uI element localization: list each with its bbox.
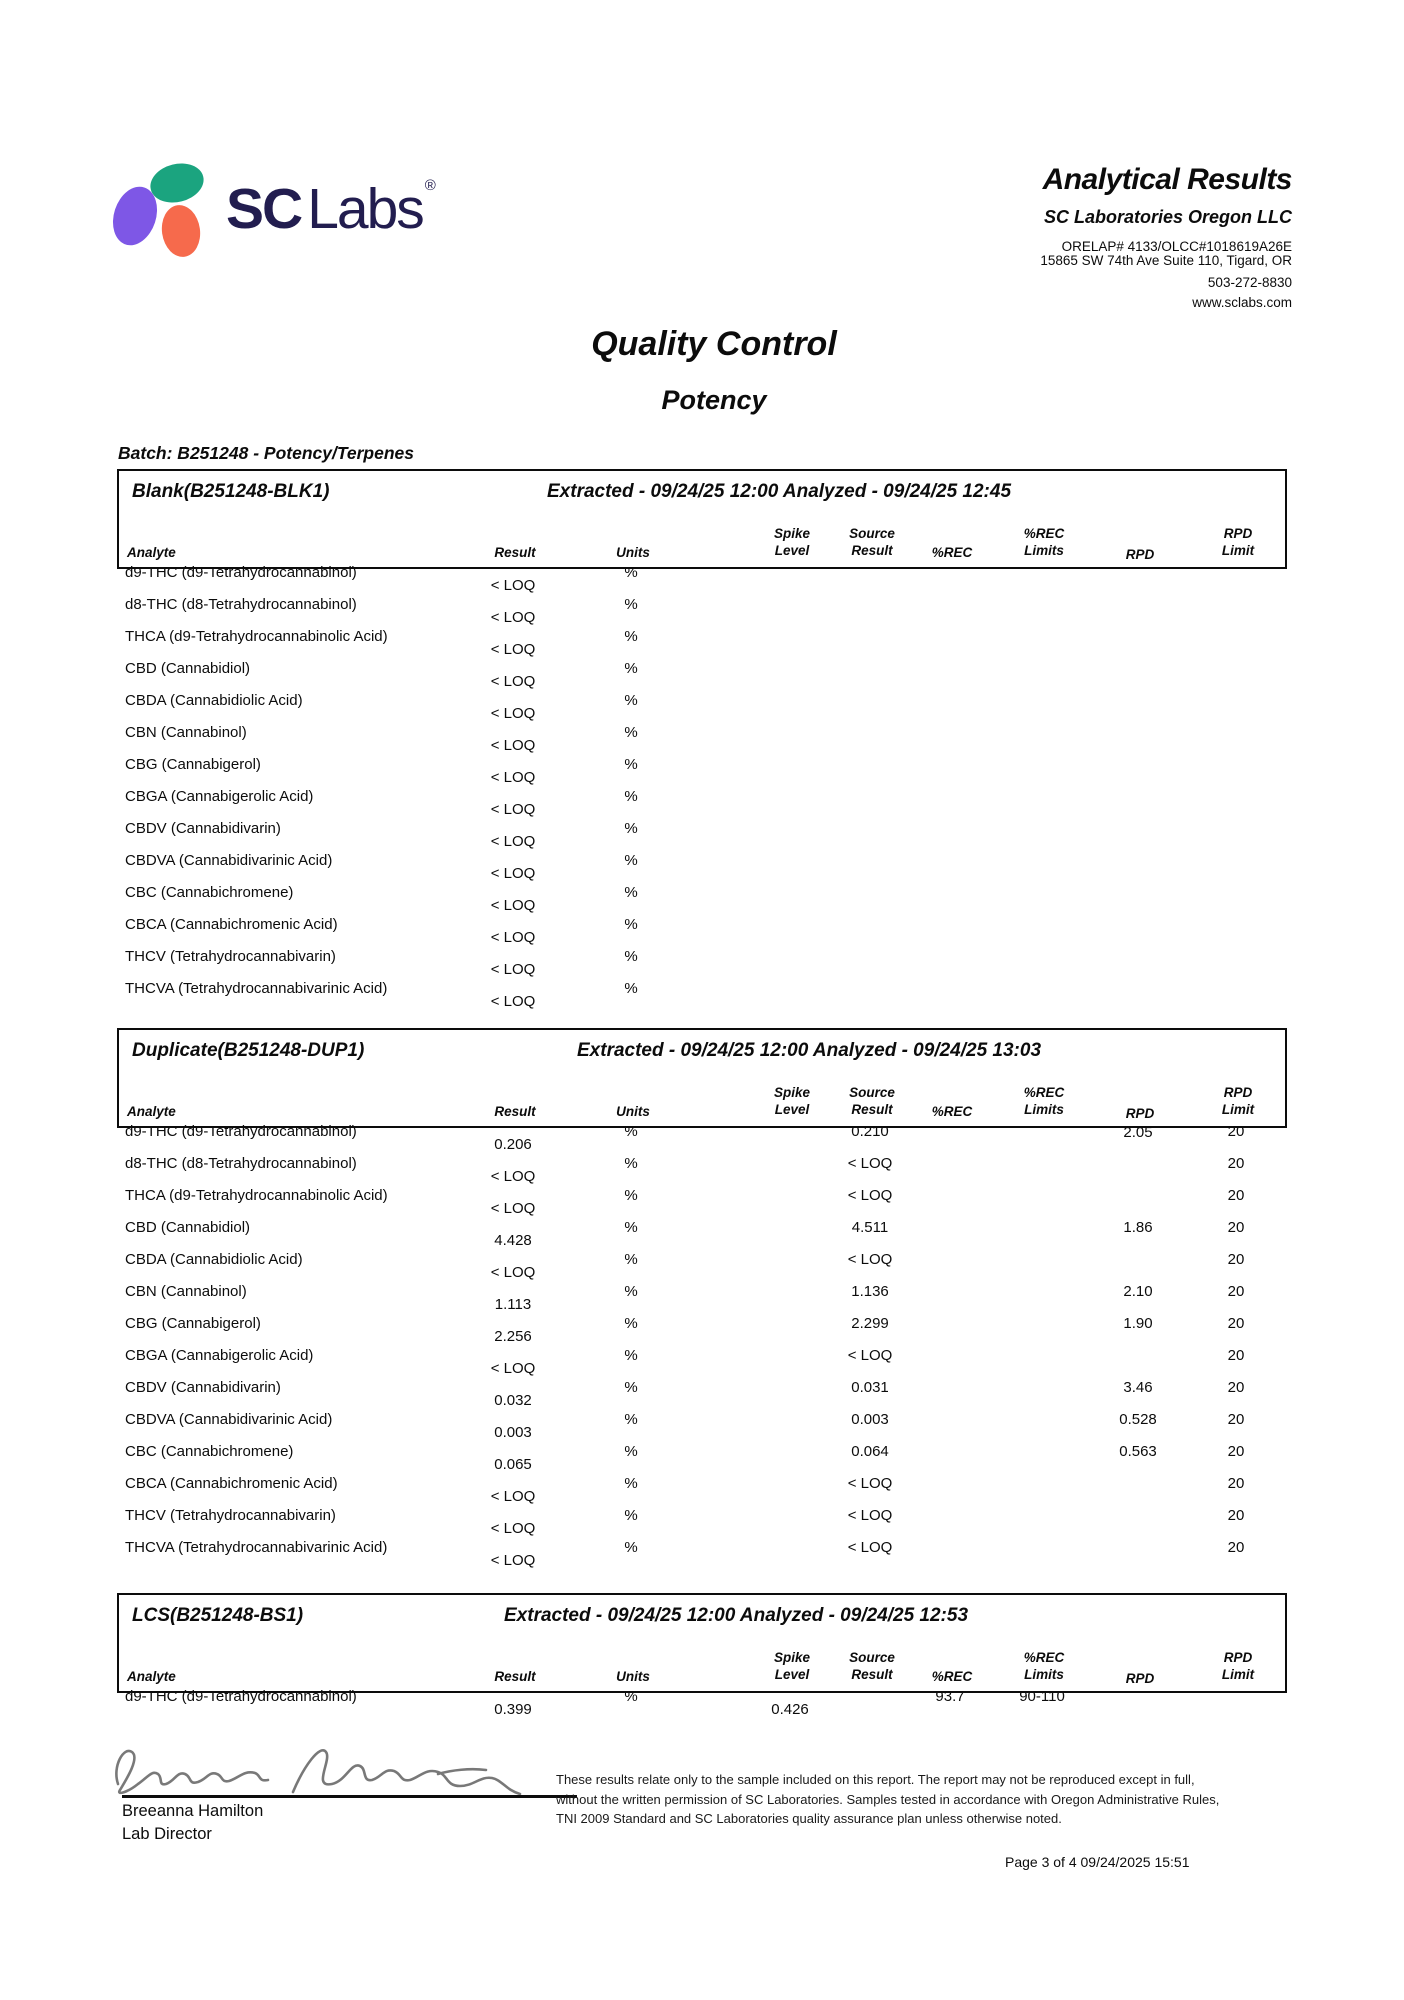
cell-rpd-limit: 20 — [1227, 1475, 1245, 1492]
cell-analyte: CBDVA (Cannabidivarinic Acid) — [125, 852, 333, 869]
report-title: Analytical Results — [1042, 163, 1292, 196]
cell-result: < LOQ — [490, 1488, 536, 1505]
cell-result: 4.428 — [494, 1232, 532, 1249]
lab-info-block — [700, 163, 1292, 310]
lab-address: 15865 SW 74th Ave Suite 110, Tigard, OR — [1040, 253, 1292, 268]
table-row — [117, 1475, 1287, 1507]
cell-rpd: 1.86 — [1123, 1219, 1153, 1236]
col-header-rpd-limit: RPD Limit — [1221, 1085, 1255, 1117]
qc-table-duplicate — [117, 1028, 1287, 1578]
cell-result: 0.003 — [494, 1424, 532, 1441]
table-row — [117, 596, 1287, 628]
cell-analyte: THCV (Tetrahydrocannabivarin) — [125, 1507, 336, 1524]
qc-extract-analyze-times: Extracted - 09/24/25 12:00 Analyzed - 09/24/25 12:45 — [547, 481, 1012, 502]
col-header-rec: %REC — [931, 1104, 973, 1119]
cell-source: < LOQ — [847, 1347, 893, 1364]
registered-mark: ® — [424, 177, 436, 194]
col-header-rec-limits: %REC Limits — [1023, 1085, 1065, 1117]
cell-source: < LOQ — [847, 1539, 893, 1556]
cell-result: 0.206 — [494, 1136, 532, 1153]
sc-labs-logo — [112, 160, 532, 265]
col-header-rpd-limit: RPD Limit — [1221, 526, 1255, 558]
table-row — [117, 980, 1287, 1012]
cell-result: < LOQ — [490, 961, 536, 978]
table-row — [117, 1187, 1287, 1219]
cell-analyte: THCVA (Tetrahydrocannabivarinic Acid) — [125, 1539, 388, 1556]
table-row — [117, 1123, 1287, 1155]
cell-units: % — [624, 596, 638, 613]
cell-result: < LOQ — [490, 609, 536, 626]
cell-units: % — [624, 1539, 638, 1556]
cell-result: 1.113 — [494, 1296, 532, 1313]
cell-result: < LOQ — [490, 737, 536, 754]
cell-result: < LOQ — [490, 801, 536, 818]
cell-source: 1.136 — [851, 1283, 889, 1300]
cell-result: < LOQ — [490, 833, 536, 850]
cell-source: 2.299 — [851, 1315, 889, 1332]
cell-units: % — [624, 1123, 638, 1140]
cell-spike: 0.426 — [771, 1701, 809, 1718]
qc-table-blank — [117, 469, 1287, 1019]
qc-table-lcs — [117, 1593, 1287, 1728]
signer-role: Lab Director — [122, 1825, 212, 1843]
cell-units: % — [624, 1187, 638, 1204]
cell-rpd-limit: 20 — [1227, 1187, 1245, 1204]
col-header-result: Result — [494, 1669, 536, 1684]
cell-analyte: THCV (Tetrahydrocannabivarin) — [125, 948, 336, 965]
cell-rpd-limit: 20 — [1227, 1283, 1245, 1300]
table-row — [117, 1379, 1287, 1411]
cell-analyte: CBGA (Cannabigerolic Acid) — [125, 788, 314, 805]
cell-analyte: CBDVA (Cannabidivarinic Acid) — [125, 1411, 333, 1428]
cell-rpd: 0.528 — [1119, 1411, 1157, 1428]
cell-units: % — [624, 724, 638, 741]
table-row — [117, 564, 1287, 596]
col-header-rpd: RPD — [1125, 547, 1155, 562]
cell-analyte: CBD (Cannabidiol) — [125, 1219, 251, 1236]
cell-rpd-limit: 20 — [1227, 1251, 1245, 1268]
cell-units: % — [624, 1475, 638, 1492]
qc-sample-name: LCS(B251248-BS1) — [132, 1605, 304, 1626]
cell-rpd: 0.563 — [1119, 1443, 1157, 1460]
table-row — [117, 628, 1287, 660]
cell-result: < LOQ — [490, 1360, 536, 1377]
logo-blob-orange-icon — [159, 203, 204, 260]
cell-analyte: CBC (Cannabichromene) — [125, 884, 294, 901]
cell-rpd-limit: 20 — [1227, 1219, 1245, 1236]
cell-rpd-limit: 20 — [1227, 1315, 1245, 1332]
cell-analyte: CBDV (Cannabidivarin) — [125, 820, 281, 837]
cell-analyte: d9-THC (d9-Tetrahydrocannabinol) — [125, 1123, 357, 1140]
table-row — [117, 1443, 1287, 1475]
cell-source: 0.210 — [851, 1123, 889, 1140]
cell-result: 0.065 — [494, 1456, 532, 1473]
cell-source: < LOQ — [847, 1507, 893, 1524]
cell-source: 0.003 — [851, 1411, 889, 1428]
cell-units: % — [624, 1443, 638, 1460]
col-header-result: Result — [494, 1104, 536, 1119]
table-row — [117, 1539, 1287, 1571]
cell-result: < LOQ — [490, 1168, 536, 1185]
col-header-analyte: Analyte — [127, 545, 176, 560]
cell-units: % — [624, 660, 638, 677]
col-header-rpd: RPD — [1125, 1106, 1155, 1121]
qc-sample-name: Duplicate(B251248-DUP1) — [132, 1040, 365, 1061]
col-header-rec: %REC — [931, 545, 973, 560]
cell-source: < LOQ — [847, 1155, 893, 1172]
qc-table-lcs-header-box — [117, 1593, 1287, 1693]
cell-analyte: THCVA (Tetrahydrocannabivarinic Acid) — [125, 980, 388, 997]
cell-rpd-limit: 20 — [1227, 1379, 1245, 1396]
cell-units: % — [624, 980, 638, 997]
table-row — [117, 1347, 1287, 1379]
cell-rpd: 1.90 — [1123, 1315, 1153, 1332]
table-row — [117, 1507, 1287, 1539]
table-row — [117, 692, 1287, 724]
cell-units: % — [624, 1507, 638, 1524]
cell-units: % — [624, 628, 638, 645]
qc-table-blank-header-box — [117, 469, 1287, 569]
table-row — [117, 948, 1287, 980]
logo-wordmark — [226, 176, 436, 242]
col-header-spike-level: Spike Level — [773, 1650, 811, 1682]
cell-result: < LOQ — [490, 1264, 536, 1281]
cell-units: % — [624, 692, 638, 709]
page-subtitle: Potency — [661, 385, 767, 415]
cell-analyte: CBCA (Cannabichromenic Acid) — [125, 916, 338, 933]
cell-analyte: d8-THC (d8-Tetrahydrocannabinol) — [125, 1155, 357, 1172]
qc-extract-analyze-times: Extracted - 09/24/25 12:00 Analyzed - 09/24/25 12:53 — [504, 1605, 969, 1626]
cell-rpd: 2.05 — [1123, 1124, 1153, 1141]
cell-analyte: CBD (Cannabidiol) — [125, 660, 251, 677]
table-row — [117, 820, 1287, 852]
table-row — [117, 1411, 1287, 1443]
disclaimer-text: These results relate only to the sample included on this report. The report may not be reproduced except in full, without the written permission of SC Laboratories. Samples tested in accordance with Oregon Administrative Rules, TNI 2009 Standard and SC Laboratories quality assurance plan unless otherwise noted. — [556, 1772, 1220, 1826]
table-row — [117, 852, 1287, 884]
col-header-analyte: Analyte — [127, 1104, 176, 1119]
lab-accreditation: ORELAP# 4133/OLCC#1018619A26E — [1061, 239, 1292, 254]
cell-units: % — [624, 1283, 638, 1300]
qc-sample-name: Blank(B251248-BLK1) — [132, 481, 330, 502]
cell-result: 2.256 — [494, 1328, 532, 1345]
cell-rpd: 3.46 — [1123, 1379, 1153, 1396]
cell-rpd-limit: 20 — [1227, 1539, 1245, 1556]
cell-analyte: CBDV (Cannabidivarin) — [125, 1379, 281, 1396]
cell-result: < LOQ — [490, 769, 536, 786]
cell-analyte: CBDA (Cannabidiolic Acid) — [125, 692, 303, 709]
col-header-source-result: Source Result — [849, 1650, 895, 1682]
batch-label: Batch: B251248 - Potency/Terpenes — [118, 443, 414, 463]
cell-units: % — [624, 852, 638, 869]
cell-analyte: d9-THC (d9-Tetrahydrocannabinol) — [125, 1688, 357, 1705]
table-row — [117, 660, 1287, 692]
cell-units: % — [624, 1411, 638, 1428]
cell-rpd-limit: 20 — [1227, 1507, 1245, 1524]
table-row — [117, 1219, 1287, 1251]
table-row — [117, 1283, 1287, 1315]
col-header-units: Units — [616, 545, 650, 560]
table-row — [117, 884, 1287, 916]
table-row — [117, 1155, 1287, 1187]
cell-units: % — [624, 564, 638, 581]
cell-rpd-limit: 20 — [1227, 1123, 1245, 1140]
table-row — [117, 1251, 1287, 1283]
cell-units: % — [624, 1379, 638, 1396]
col-header-units: Units — [616, 1104, 650, 1119]
cell-analyte: CBN (Cannabinol) — [125, 1283, 247, 1300]
table-row — [117, 1315, 1287, 1347]
cell-units: % — [624, 788, 638, 805]
cell-analyte: d9-THC (d9-Tetrahydrocannabinol) — [125, 564, 357, 581]
cell-result: < LOQ — [490, 897, 536, 914]
cell-source: 4.511 — [851, 1219, 889, 1236]
cell-rpd-limit: 20 — [1227, 1347, 1245, 1364]
cell-analyte: CBG (Cannabigerol) — [125, 756, 261, 773]
cell-result: < LOQ — [490, 865, 536, 882]
lab-phone: 503-272-8830 — [1207, 275, 1292, 290]
cell-analyte: CBG (Cannabigerol) — [125, 1315, 261, 1332]
col-header-rpd: RPD — [1125, 1671, 1155, 1686]
cell-units: % — [624, 820, 638, 837]
cell-units: % — [624, 756, 638, 773]
qc-table-lcs-rows — [117, 1688, 1287, 1720]
cell-source: < LOQ — [847, 1475, 893, 1492]
col-header-rec-limits: %REC Limits — [1023, 1650, 1065, 1682]
cell-units: % — [624, 1347, 638, 1364]
cell-result: 0.032 — [494, 1392, 532, 1409]
col-header-units: Units — [616, 1669, 650, 1684]
col-header-rec: %REC — [931, 1669, 973, 1684]
cell-analyte: CBDA (Cannabidiolic Acid) — [125, 1251, 303, 1268]
cell-analyte: CBGA (Cannabigerolic Acid) — [125, 1347, 314, 1364]
table-row — [117, 756, 1287, 788]
cell-result: < LOQ — [490, 1552, 536, 1569]
signature-line — [122, 1795, 577, 1798]
table-row — [117, 724, 1287, 756]
cell-source: 0.064 — [851, 1443, 889, 1460]
cell-rec: 93.7 — [935, 1688, 965, 1705]
cell-source: 0.031 — [851, 1379, 889, 1396]
col-header-result: Result — [494, 545, 536, 560]
cell-units: % — [624, 1155, 638, 1172]
qc-table-duplicate-rows — [117, 1123, 1287, 1571]
cell-result: 0.399 — [494, 1701, 532, 1718]
cell-rpd-limit: 20 — [1227, 1155, 1245, 1172]
col-header-source-result: Source Result — [849, 1085, 895, 1117]
table-row — [117, 788, 1287, 820]
col-header-spike-level: Spike Level — [773, 1085, 811, 1117]
page-title: Quality Control — [591, 325, 837, 363]
cell-analyte: THCA (d9-Tetrahydrocannabinolic Acid) — [125, 1187, 388, 1204]
page-footer: Page 3 of 4 09/24/2025 15:51 — [1005, 1854, 1190, 1870]
cell-result: < LOQ — [490, 577, 536, 594]
cell-units: % — [624, 884, 638, 901]
col-header-rpd-limit: RPD Limit — [1221, 1650, 1255, 1682]
cell-analyte: CBN (Cannabinol) — [125, 724, 247, 741]
cell-analyte: d8-THC (d8-Tetrahydrocannabinol) — [125, 596, 357, 613]
col-header-analyte: Analyte — [127, 1669, 176, 1684]
cell-rpd: 2.10 — [1123, 1283, 1153, 1300]
table-row — [117, 916, 1287, 948]
cell-analyte: CBCA (Cannabichromenic Acid) — [125, 1475, 338, 1492]
signature-handwriting — [108, 1740, 578, 1802]
cell-analyte: THCA (d9-Tetrahydrocannabinolic Acid) — [125, 628, 388, 645]
lab-website: www.sclabs.com — [1192, 295, 1292, 310]
cell-result: < LOQ — [490, 641, 536, 658]
col-header-source-result: Source Result — [849, 526, 895, 558]
cell-rpd-limit: 20 — [1227, 1411, 1245, 1428]
cell-units: % — [624, 948, 638, 965]
cell-source: < LOQ — [847, 1251, 893, 1268]
cell-result: < LOQ — [490, 705, 536, 722]
col-header-spike-level: Spike Level — [773, 526, 811, 558]
qc-table-duplicate-header-box — [117, 1028, 1287, 1128]
logo-sc: SC — [226, 177, 302, 241]
cell-units: % — [624, 1688, 638, 1705]
cell-source: < LOQ — [847, 1187, 893, 1204]
cell-units: % — [624, 1315, 638, 1332]
qc-table-blank-rows — [117, 564, 1287, 1012]
cell-result: < LOQ — [490, 993, 536, 1010]
logo-labs: Labs — [307, 177, 423, 241]
signer-name: Breeanna Hamilton — [122, 1802, 264, 1820]
cell-units: % — [624, 1219, 638, 1236]
col-header-rec-limits: %REC Limits — [1023, 526, 1065, 558]
lab-company-name: SC Laboratories Oregon LLC — [1043, 207, 1292, 227]
cell-result: < LOQ — [490, 1520, 536, 1537]
cell-result: < LOQ — [490, 673, 536, 690]
cell-rpd-limit: 20 — [1227, 1443, 1245, 1460]
cell-units: % — [624, 1251, 638, 1268]
cell-units: % — [624, 916, 638, 933]
qc-extract-analyze-times: Extracted - 09/24/25 12:00 Analyzed - 09/24/25 13:03 — [577, 1040, 1042, 1061]
cell-analyte: CBC (Cannabichromene) — [125, 1443, 294, 1460]
table-row — [117, 1688, 1287, 1720]
cell-rec-limits: 90-110 — [1019, 1688, 1065, 1705]
cell-result: < LOQ — [490, 1200, 536, 1217]
cell-result: < LOQ — [490, 929, 536, 946]
